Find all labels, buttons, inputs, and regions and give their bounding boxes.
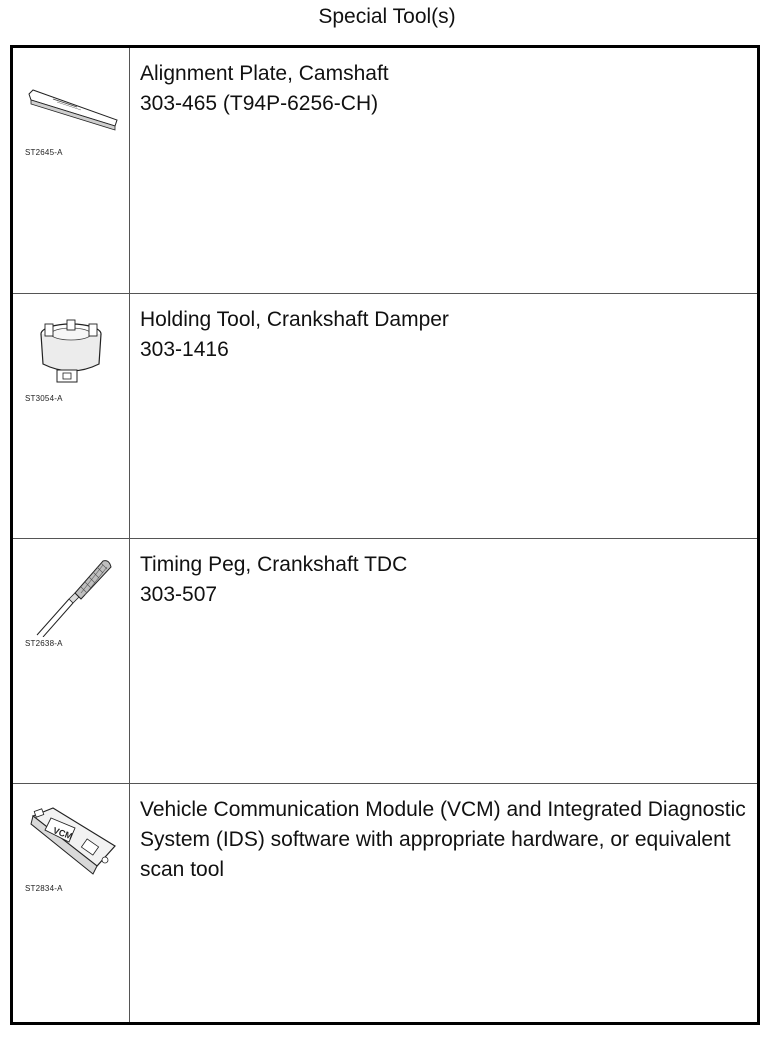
tool-number: 303-1416 — [140, 338, 229, 361]
table-row — [13, 294, 757, 539]
tool-code: ST2834-A — [25, 884, 63, 893]
table-row — [13, 48, 757, 294]
tool-code: ST2645-A — [25, 148, 63, 157]
tool-name: Alignment Plate, Camshaft — [140, 62, 389, 85]
tool-name: Timing Peg, Crankshaft TDC — [140, 553, 408, 576]
page-title: Special Tool(s) — [318, 5, 456, 28]
table-row — [13, 784, 757, 1022]
tool-image-cell — [13, 784, 130, 1022]
tool-number: 303-465 (T94P-6256-CH) — [140, 92, 379, 115]
tool-description-cell — [130, 539, 757, 783]
timing-peg-icon — [23, 557, 119, 637]
tool-image-cell — [13, 294, 130, 538]
table-row — [13, 539, 757, 784]
holding-tool-icon — [23, 316, 119, 396]
tool-description-cell — [130, 294, 757, 538]
tool-name: Holding Tool, Crankshaft Damper — [140, 308, 449, 331]
tool-code: ST2638-A — [25, 639, 63, 648]
tool-code: ST3054-A — [25, 394, 63, 403]
tool-description-cell — [130, 784, 757, 1022]
vcm-module-icon — [23, 802, 119, 882]
vcm-label: VCM — [51, 825, 74, 842]
alignment-plate-icon — [23, 78, 119, 158]
tool-image-cell — [13, 539, 130, 783]
tool-description-cell — [130, 48, 757, 293]
tool-image-cell — [13, 48, 130, 293]
tool-name: Vehicle Communication Module (VCM) and Integrated Diagnostic System (IDS) software with appropriate hardware, or equivalent scan tool — [140, 798, 746, 881]
tool-number: 303-507 — [140, 583, 218, 606]
special-tools-table — [10, 45, 760, 1025]
